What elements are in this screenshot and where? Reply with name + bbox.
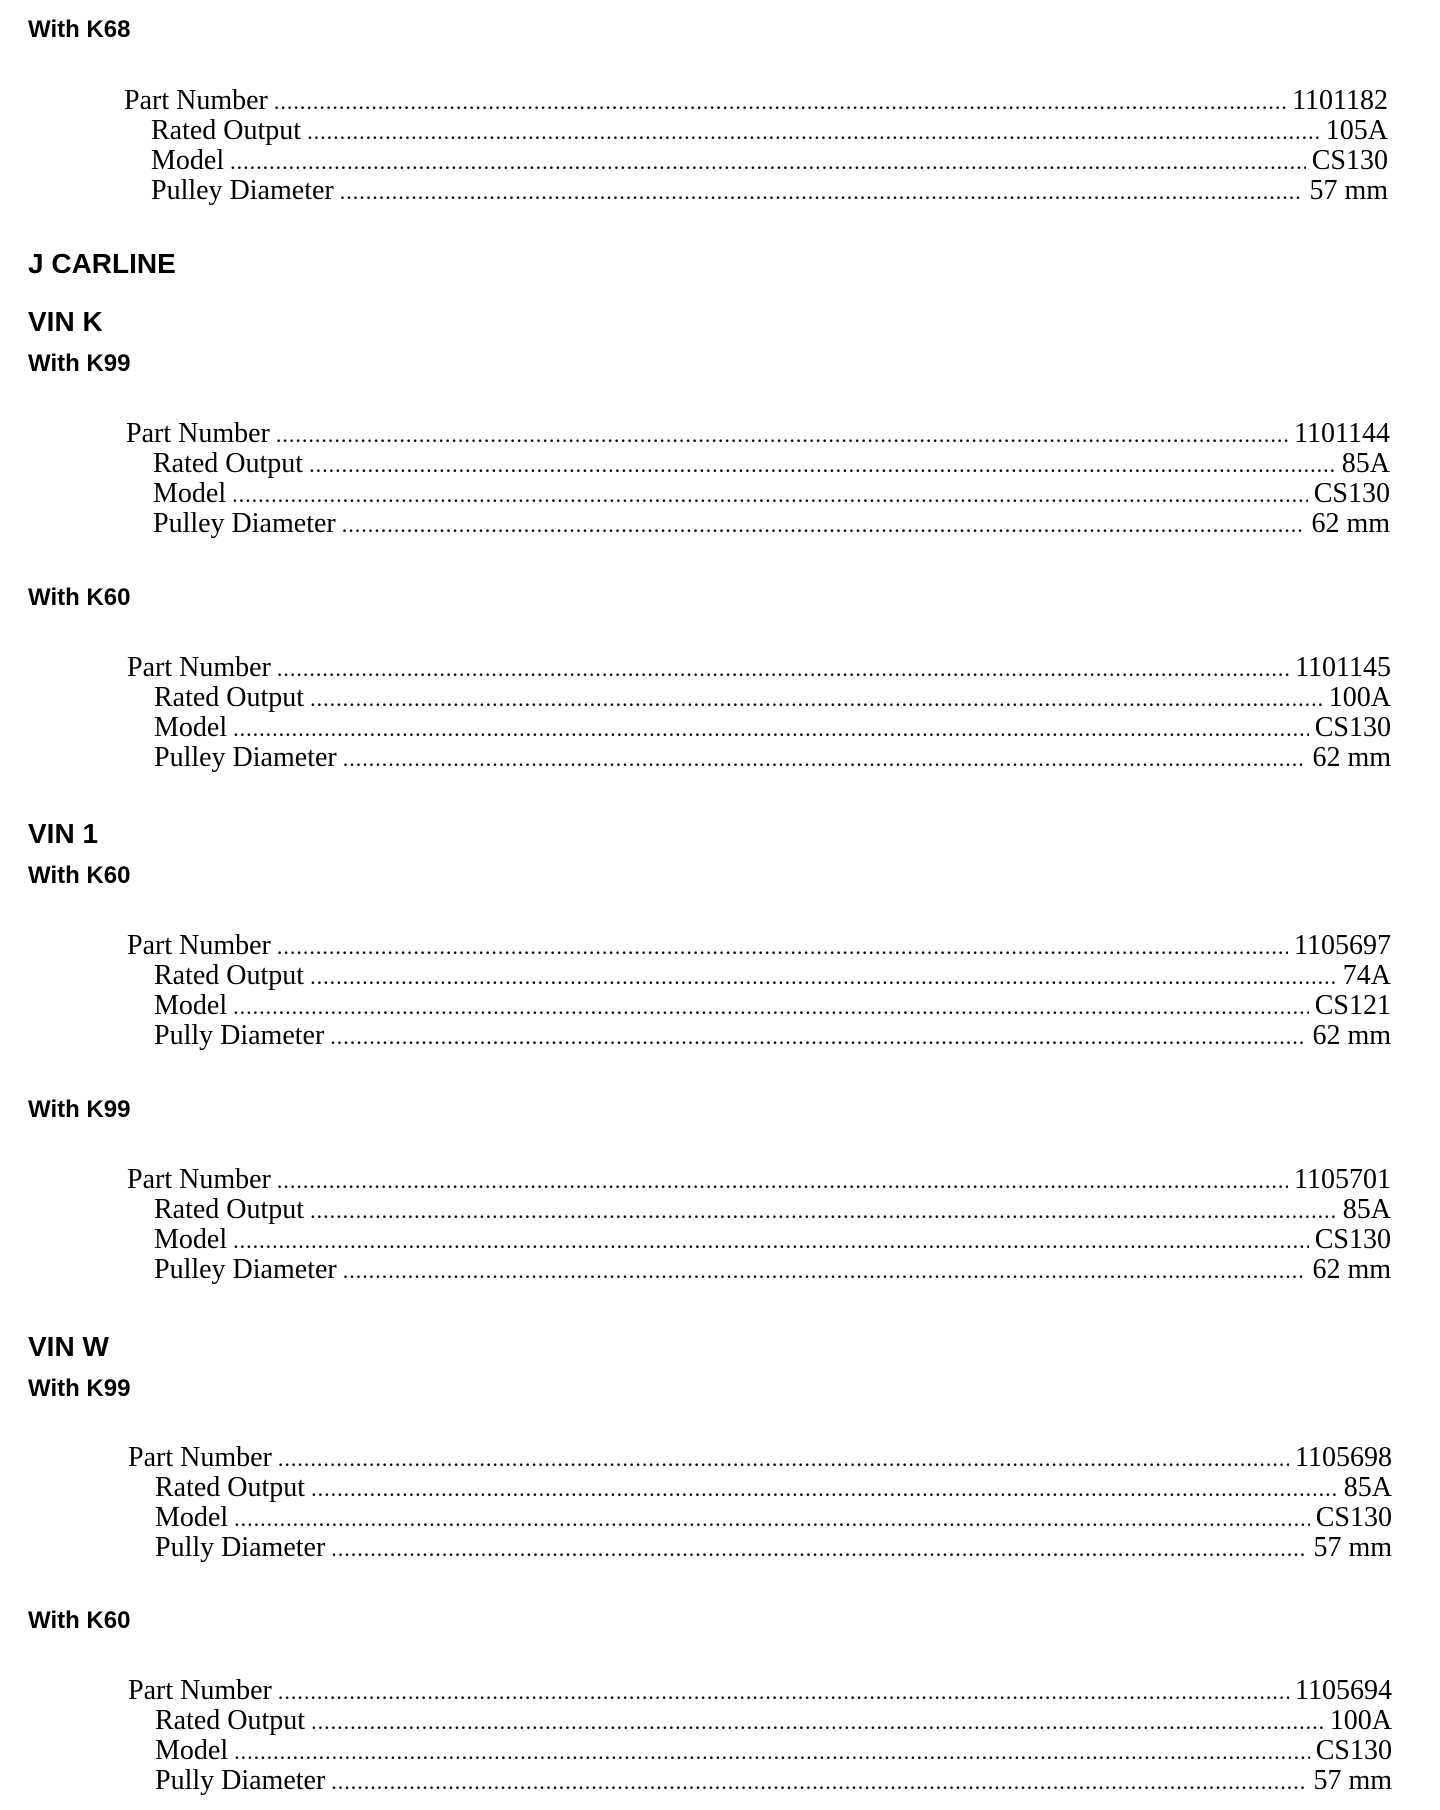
model-value: CS130 — [1313, 478, 1390, 509]
model-value: CS130 — [1314, 712, 1391, 743]
model-label: Model — [155, 1735, 229, 1766]
dot-leader — [330, 1022, 1306, 1052]
dot-leader — [340, 177, 1304, 207]
spec-row-rated-output — [128, 1473, 1392, 1503]
dot-leader — [274, 87, 1286, 117]
part-number-label: Part Number — [128, 1675, 272, 1706]
spec-row-pulley-diameter — [128, 1766, 1392, 1796]
pulley-diameter-value: 62 mm — [1311, 508, 1390, 539]
spec-row-pulley-diameter — [127, 1255, 1391, 1285]
spec-row-pulley-diameter — [128, 1533, 1392, 1563]
model-label: Model — [151, 145, 225, 176]
spec-row-rated-output — [127, 683, 1391, 713]
dot-leader — [311, 1474, 1338, 1504]
heading-with-k68: With K68 — [28, 16, 131, 43]
heading-with-k99: With K99 — [28, 1096, 131, 1123]
dot-leader — [311, 1707, 1324, 1737]
dot-leader — [277, 932, 1288, 962]
pulley-diameter-label: Pulley Diameter — [154, 742, 337, 773]
dot-leader — [331, 1534, 1307, 1564]
pulley-diameter-value: 57 mm — [1313, 1532, 1392, 1563]
dot-leader — [278, 1677, 1289, 1707]
dot-leader — [234, 1504, 1310, 1534]
spec-row-model — [124, 146, 1388, 176]
spec-block-1105694 — [128, 1676, 1392, 1796]
rated-output-value: 100A — [1328, 682, 1391, 713]
spec-row-model — [126, 479, 1390, 509]
spec-row-pulley-diameter — [127, 1021, 1391, 1051]
dot-leader — [233, 714, 1309, 744]
rated-output-value: 85A — [1342, 1194, 1391, 1225]
spec-row-rated-output — [127, 1195, 1391, 1225]
spec-row-part-number — [126, 419, 1390, 449]
dot-leader — [277, 1166, 1288, 1196]
pulley-diameter-value: 62 mm — [1312, 742, 1391, 773]
spec-block-1101145 — [127, 653, 1391, 773]
rated-output-label: Rated Output — [154, 960, 305, 991]
heading-with-k99: With K99 — [28, 1375, 131, 1402]
part-number-value: 1101144 — [1294, 418, 1390, 449]
model-label: Model — [154, 1224, 228, 1255]
heading-vin-1: VIN 1 — [28, 818, 99, 849]
dot-leader — [277, 654, 1289, 684]
part-number-label: Part Number — [126, 418, 270, 449]
spec-block-1101182 — [124, 86, 1388, 206]
spec-row-part-number — [127, 653, 1391, 683]
dot-leader — [343, 1256, 1307, 1286]
dot-leader — [307, 117, 1320, 147]
model-label: Model — [154, 712, 228, 743]
part-number-label: Part Number — [127, 1164, 271, 1195]
spec-row-model — [128, 1503, 1392, 1533]
model-label: Model — [153, 478, 227, 509]
dot-leader — [310, 962, 1337, 992]
heading-vin-k: VIN K — [28, 306, 103, 337]
rated-output-label: Rated Output — [155, 1472, 306, 1503]
dot-leader — [276, 420, 1288, 450]
heading-with-k99: With K99 — [28, 350, 131, 377]
part-number-value: 1105701 — [1294, 1164, 1391, 1195]
spec-block-1105701 — [127, 1165, 1391, 1285]
spec-row-part-number — [128, 1443, 1392, 1473]
pulley-diameter-value: 57 mm — [1313, 1765, 1392, 1796]
part-number-value: 1105698 — [1295, 1442, 1392, 1473]
model-value: CS130 — [1315, 1735, 1392, 1766]
heading-vin-w: VIN W — [28, 1331, 109, 1362]
rated-output-label: Rated Output — [153, 448, 304, 479]
dot-leader — [233, 1226, 1309, 1256]
pulley-diameter-label: Pully Diameter — [155, 1765, 326, 1796]
dot-leader — [342, 510, 1306, 540]
spec-row-rated-output — [128, 1706, 1392, 1736]
dot-leader — [233, 992, 1309, 1022]
spec-row-part-number — [127, 1165, 1391, 1195]
spec-row-part-number — [124, 86, 1388, 116]
rated-output-value: 85A — [1341, 448, 1390, 479]
spec-block-1101144 — [126, 419, 1390, 539]
model-label: Model — [155, 1502, 229, 1533]
rated-output-label: Rated Output — [155, 1705, 306, 1736]
heading-with-k60: With K60 — [28, 584, 131, 611]
dot-leader — [230, 147, 1306, 177]
part-number-value: 1105694 — [1295, 1675, 1392, 1706]
model-value: CS130 — [1314, 1224, 1391, 1255]
spec-row-model — [127, 713, 1391, 743]
dot-leader — [232, 480, 1308, 510]
part-number-value: 1101182 — [1292, 85, 1388, 116]
pulley-diameter-label: Pully Diameter — [155, 1532, 326, 1563]
spec-row-rated-output — [126, 449, 1390, 479]
spec-row-pulley-diameter — [127, 743, 1391, 773]
model-value: CS130 — [1311, 145, 1388, 176]
part-number-value: 1101145 — [1295, 652, 1391, 683]
dot-leader — [310, 684, 1323, 714]
heading-j-carline: J CARLINE — [28, 248, 176, 279]
pulley-diameter-value: 57 mm — [1309, 175, 1388, 206]
part-number-label: Part Number — [127, 652, 271, 683]
part-number-label: Part Number — [124, 85, 268, 116]
rated-output-value: 74A — [1342, 960, 1391, 991]
dot-leader — [331, 1767, 1307, 1797]
spec-row-rated-output — [124, 116, 1388, 146]
pulley-diameter-label: Pully Diameter — [154, 1020, 325, 1051]
spec-block-1105698 — [128, 1443, 1392, 1563]
spec-row-pulley-diameter — [126, 509, 1390, 539]
spec-block-1105697 — [127, 931, 1391, 1051]
pulley-diameter-value: 62 mm — [1312, 1020, 1391, 1051]
dot-leader — [234, 1737, 1310, 1767]
spec-row-model — [127, 1225, 1391, 1255]
model-value: CS130 — [1315, 1502, 1392, 1533]
model-value: CS121 — [1314, 990, 1391, 1021]
heading-with-k60: With K60 — [28, 1607, 131, 1634]
rated-output-value: 85A — [1343, 1472, 1392, 1503]
heading-with-k60: With K60 — [28, 862, 131, 889]
rated-output-label: Rated Output — [154, 682, 305, 713]
rated-output-label: Rated Output — [154, 1194, 305, 1225]
spec-row-part-number — [127, 931, 1391, 961]
dot-leader — [278, 1444, 1289, 1474]
spec-row-model — [127, 991, 1391, 1021]
dot-leader — [309, 450, 1336, 480]
rated-output-label: Rated Output — [151, 115, 302, 146]
pulley-diameter-label: Pulley Diameter — [153, 508, 336, 539]
part-number-value: 1105697 — [1294, 930, 1391, 961]
pulley-diameter-value: 62 mm — [1312, 1254, 1391, 1285]
spec-row-model — [128, 1736, 1392, 1766]
rated-output-value: 100A — [1329, 1705, 1392, 1736]
rated-output-value: 105A — [1325, 115, 1388, 146]
dot-leader — [310, 1196, 1337, 1226]
part-number-label: Part Number — [128, 1442, 272, 1473]
spec-row-part-number — [128, 1676, 1392, 1706]
model-label: Model — [154, 990, 228, 1021]
dot-leader — [343, 744, 1307, 774]
part-number-label: Part Number — [127, 930, 271, 961]
spec-row-rated-output — [127, 961, 1391, 991]
spec-row-pulley-diameter — [124, 176, 1388, 206]
pulley-diameter-label: Pulley Diameter — [154, 1254, 337, 1285]
pulley-diameter-label: Pulley Diameter — [151, 175, 334, 206]
